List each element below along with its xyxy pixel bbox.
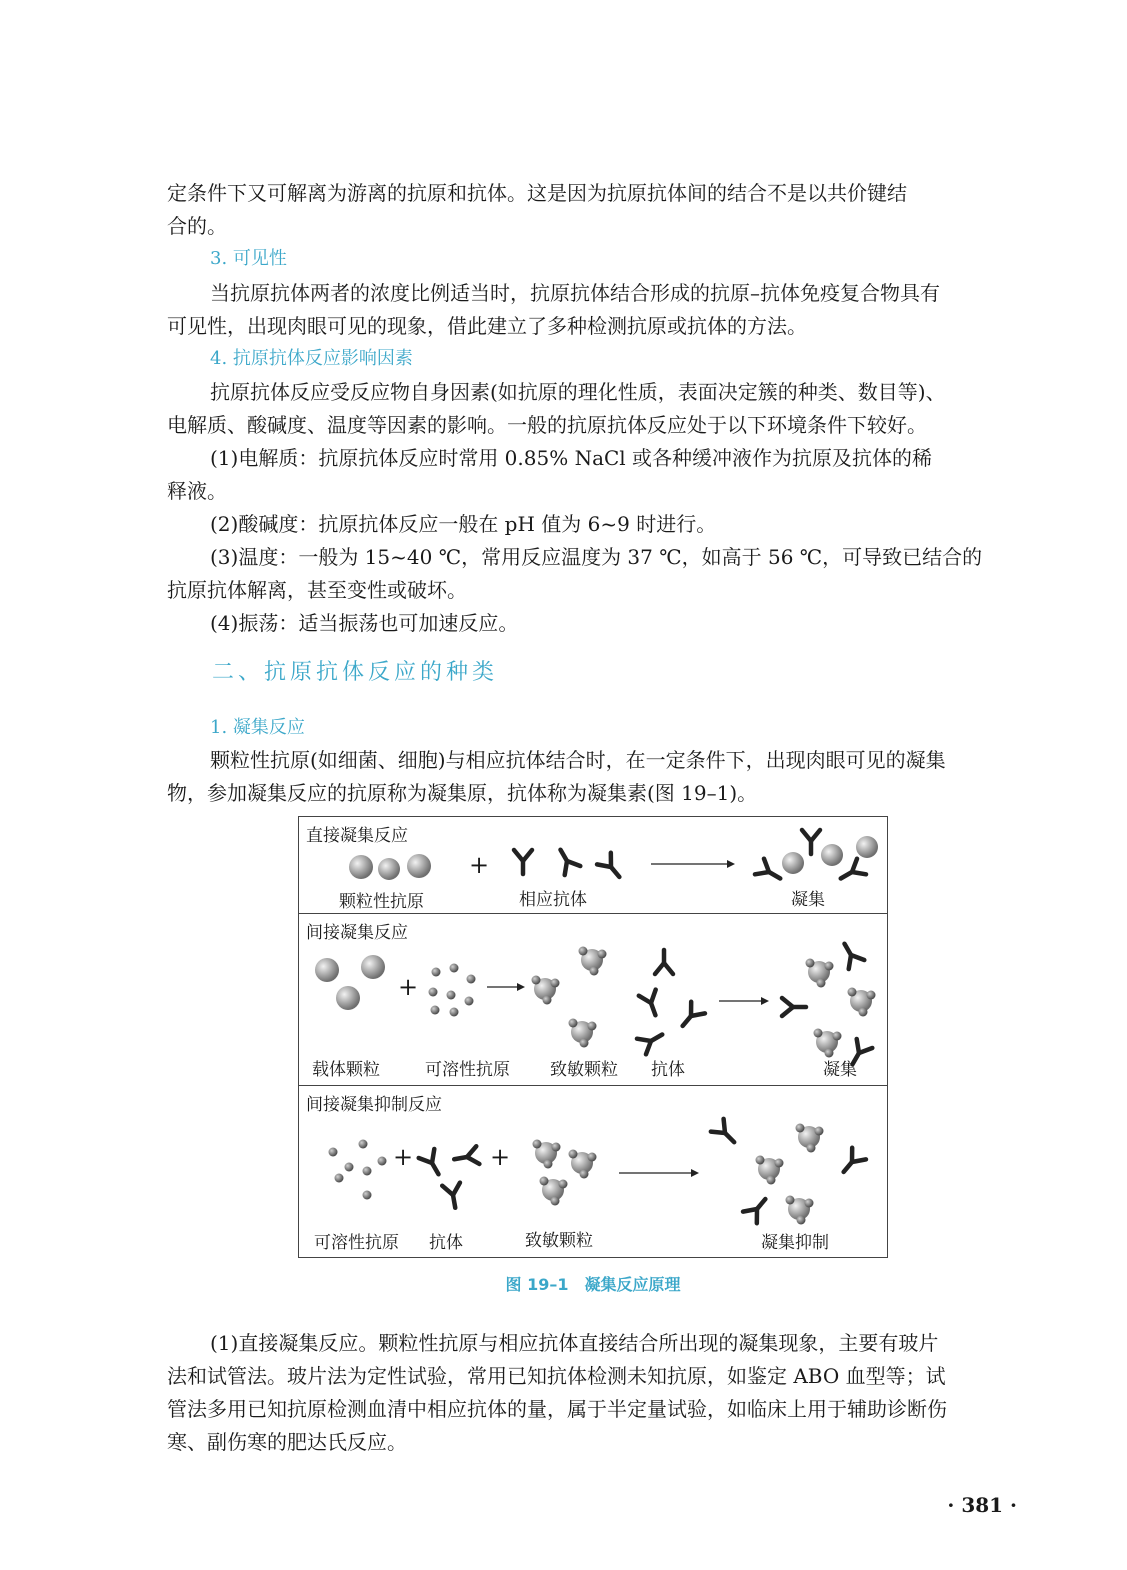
- panel1-plus: +: [469, 851, 490, 879]
- panel3-label: 可溶性抗原: [314, 1233, 399, 1253]
- paragraph-line: (1)直接凝集反应。颗粒性抗原与相应抗体直接结合所出现的凝集现象，主要有玻片: [210, 1331, 939, 1355]
- paragraph-line: (4)振荡：适当振荡也可加速反应。: [210, 611, 519, 635]
- subheading-agglutination: 1. 凝集反应: [210, 717, 305, 738]
- page-number: · 381 ·: [947, 1493, 1017, 1517]
- panel2-plus: +: [398, 973, 419, 1001]
- panel1-label: 相应抗体: [519, 890, 587, 910]
- paragraph-line: 抗原抗体解离，甚至变性或破坏。: [167, 578, 467, 602]
- subheading-factors: 4. 抗原抗体反应影响因素: [210, 348, 413, 369]
- paragraph-line: (1)电解质：抗原抗体反应时常用 0.85% NaCl 或各种缓冲液作为抗原及抗体的稀: [210, 446, 933, 470]
- panel3-label: 致敏颗粒: [525, 1231, 593, 1251]
- paragraph-line: (3)温度：一般为 15~40 ℃，常用反应温度为 37 ℃，如高于 56 ℃，可导致已结合的: [210, 545, 983, 569]
- panel2-label: 抗体: [651, 1060, 685, 1080]
- paragraph-line: 管法多用已知抗原检测血清中相应抗体的量，属于半定量试验，如临床上用于辅助诊断伤: [167, 1397, 947, 1421]
- paragraph-line: 抗原抗体反应受反应物自身因素(如抗原的理化性质，表面决定簇的种类、数目等)、: [210, 380, 946, 404]
- paragraph-line: 合的。: [167, 214, 227, 238]
- paragraph-line: 颗粒性抗原(如细菌、细胞)与相应抗体结合时，在一定条件下，出现肉眼可见的凝集: [210, 748, 946, 772]
- panel3-plus-1: +: [393, 1143, 414, 1171]
- paragraph-line: 定条件下又可解离为游离的抗原和抗体。这是因为抗原抗体间的结合不是以共价键结: [167, 181, 907, 205]
- paragraph-line: 当抗原抗体两者的浓度比例适当时，抗原抗体结合形成的抗原–抗体免疫复合物具有: [210, 281, 940, 305]
- paragraph-line: 释液。: [167, 479, 227, 503]
- panel2-title: 间接凝集反应: [306, 923, 408, 943]
- panel-indirect: [299, 914, 887, 1086]
- paragraph-line: 可见性，出现肉眼可见的现象，借此建立了多种检测抗原或抗体的方法。: [167, 314, 807, 338]
- paragraph-line: 寒、副伤寒的肥达氏反应。: [167, 1430, 407, 1454]
- panel3-plus-2: +: [490, 1143, 511, 1171]
- panel-direct: [299, 817, 887, 914]
- panel-inhibition: [299, 1086, 887, 1256]
- panel1-label: 颗粒性抗原: [339, 892, 424, 912]
- paragraph-line: (2)酸碱度：抗原抗体反应一般在 pH 值为 6~9 时进行。: [210, 512, 717, 536]
- panel3-title: 间接凝集抑制反应: [306, 1095, 442, 1115]
- panel2-label: 致敏颗粒: [550, 1060, 618, 1080]
- figure-agglutination: [298, 816, 888, 1258]
- paragraph-line: 物，参加凝集反应的抗原称为凝集原，抗体称为凝集素(图 19–1)。: [167, 781, 758, 805]
- panel2-label: 可溶性抗原: [425, 1060, 510, 1080]
- panel2-label: 载体颗粒: [312, 1060, 380, 1080]
- paragraph-line: 电解质、酸碱度、温度等因素的影响。一般的抗原抗体反应处于以下环境条件下较好。: [167, 413, 927, 437]
- section-heading: 二、抗原抗体反应的种类: [212, 660, 499, 685]
- panel1-title: 直接凝集反应: [306, 826, 408, 846]
- subheading-visibility: 3. 可见性: [210, 248, 287, 269]
- panel3-label: 凝集抑制: [761, 1233, 829, 1253]
- panel1-label: 凝集: [791, 890, 825, 910]
- panel2-label: 凝集: [823, 1060, 857, 1080]
- panel3-label: 抗体: [429, 1233, 463, 1253]
- figure-caption: 图 19–1 凝集反应原理: [505, 1275, 681, 1294]
- paragraph-line: 法和试管法。玻片法为定性试验，常用已知抗体检测未知抗原，如鉴定 ABO 血型等；试: [167, 1364, 946, 1388]
